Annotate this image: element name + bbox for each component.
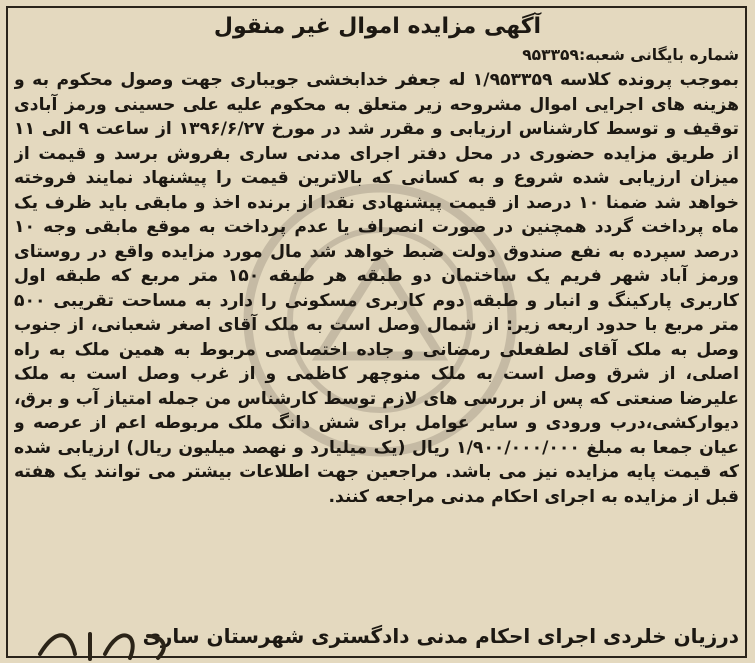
issuer-signature-line: درزیان خلردی اجرای احکام مدنی دادگستری شهرستان ساری [142,624,739,648]
archive-number: شماره بایگانی شعبه:۹۵۳۳۵۹ [522,46,739,64]
notice-title: آگهی مزایده اموال غیر منقول [213,14,542,39]
handwritten-mark [30,624,180,663]
notice-body: بموجب پرونده کلاسه ۱/۹۵۳۳۵۹ له جعفر خدابخشی جویباری جهت وصول محکوم به و هزینه های اجرایی اموال مشروحه زیر متعلق به محکوم علیه علی حسینی ورمز آبادی توقیف و توسط کارشناس ارزیابی و مقرر شد در مورخ ۱۳۹۶/۶/۲۷ از ساعت ۹ الی ۱۱ از طریق مزایده حضوری در محل دفتر اجرای مدنی ساری بفروش برسد و قیمت از میزان ارزیابی شده شروع و به کسانی که بالاترین قیمت را پیشنهاد نمایند فروخته خواهد شد ضمنا ۱۰ درصد از قیمت پیشنهادی نقدا از برنده اخذ و مابقی باید ظرف یک ماه پرداخت گردد همچنین در صورت انصراف یا عدم پرداخت به موقع مابقی وجه ۱۰ درصد سپرده به نفع صندوق دولت ضبط خواهد شد مال مورد مزایده واقع در روستای ورمز آباد شهر فریم یک ساختمان دو طبقه هر طبقه ۱۵۰ متر مربع که طبقه اول کاربری پارکینگ و انبار و طبقه دوم کاربری مسکونی را دارد به مساحت تقریبی ۵۰۰ متر مربع با حدود اربعه زیر: از شمال وصل است به ملک آقای اصغر شعبانی، از جنوب وصل به ملک آقای لطفعلی رمضانی و جاده اختصاصی مربوط به همین ملک به راه اصلی، از شرق وصل است به ملک منوچهر کاظمی و از غرب وصل است به ملک علیرضا صنعتی که پس از بررسی های لازم توسط کارشناس من جمله امتیاز آب و برق، دیوارکشی،درب ورودی و سایر عوامل برای شش دانگ ملک مربوطه اعم از عرصه و عیان جمعا به مبلغ ۱/۹۰۰/۰۰۰/۰۰۰ ریال (یک میلیارد و نهصد میلیون ریال) ارزیابی شده که قیمت پایه مزایده نیز می باشد. مراجعین جهت اطلاعات بیشتر می توانند یک هفته قبل از مزایده به اجرای احکام مدنی مراجعه کنند. [14,70,739,507]
